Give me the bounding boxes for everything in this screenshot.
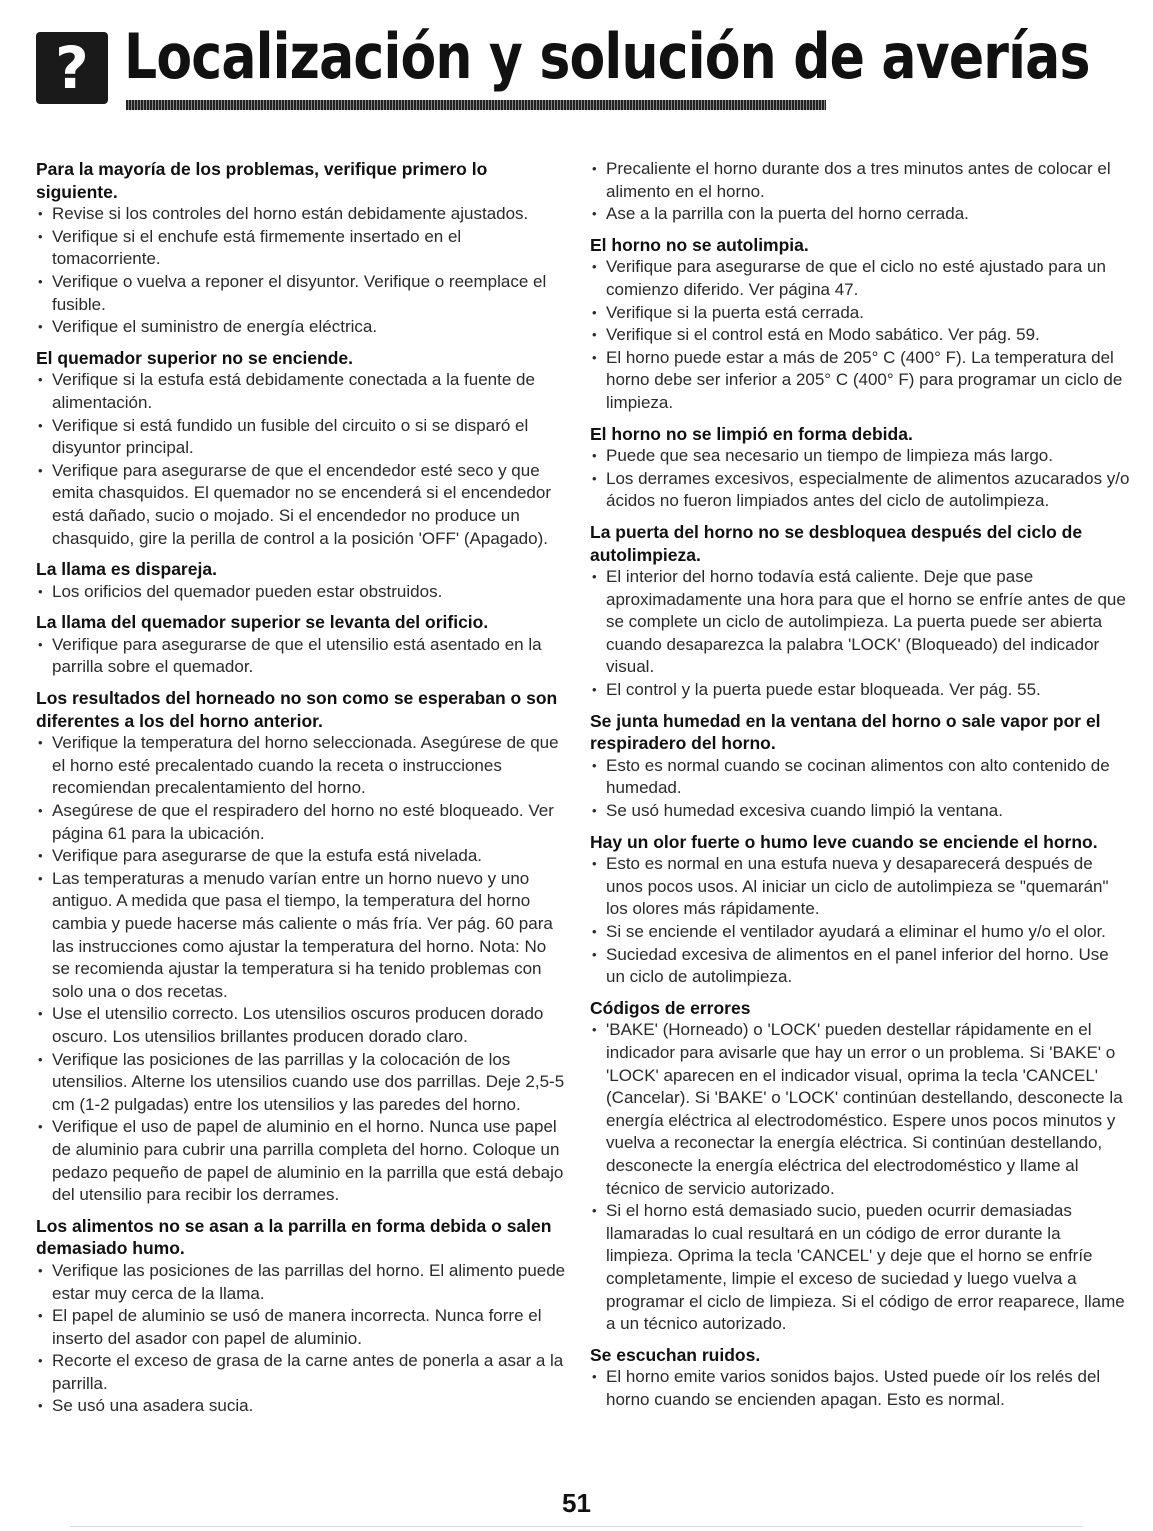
troubleshooting-section (590, 423, 1130, 513)
bullet-item: • Revise si los controles del horno están debidamente ajustados. (36, 203, 566, 226)
bullet-item: • El control y la puerta puede estar bloqueada. Ver pág. 55. (590, 679, 1130, 702)
bullet-item: • Los orificios del quemador pueden estar obstruidos. (36, 581, 566, 604)
section-heading: El horno no se autolimpia. (590, 234, 809, 255)
bullet-list (36, 732, 566, 1206)
bullet-list (590, 158, 1130, 226)
bullet-list (590, 1366, 1130, 1411)
section-heading: El quemador superior no se enciende. (36, 347, 354, 368)
section-heading: La llama del quemador superior se levanta del orificio. (36, 612, 489, 633)
bullet-item: • Verifique si la estufa está debidamente conectada a la fuente de alimentación. (36, 369, 566, 414)
bullet-list (36, 634, 566, 679)
section-heading: La puerta del horno no se desbloquea después del ciclo de autolimpieza. (590, 521, 1083, 565)
bullet-item: • Verifique o vuelva a reponer el disyuntor. Verifique o reemplace el fusible. (36, 271, 566, 316)
bullet-list (590, 755, 1130, 823)
troubleshooting-section (590, 997, 1130, 1336)
troubleshooting-section (36, 347, 566, 550)
bullet-item: • Verifique la temperatura del horno seleccionada. Asegúrese de que el horno esté precalentado cuando la receta o instrucciones recomiendan precalentamiento del horno. (36, 732, 566, 800)
troubleshooting-section (36, 558, 566, 603)
section-heading: Los resultados del horneado no son como se esperaban o son diferentes a los del horno anterior. (36, 688, 558, 731)
bullet-item: • Verifique si el control está en Modo sabático. Ver pág. 59. (590, 324, 1130, 347)
section-heading: Códigos de errores (590, 997, 751, 1018)
troubleshooting-section (590, 234, 1130, 415)
troubleshooting-section (590, 521, 1130, 702)
bullet-item: • Esto es normal cuando se cocinan alimentos con alto contenido de humedad. (590, 755, 1130, 800)
bullet-list (590, 445, 1130, 513)
section-heading: Para la mayoría de los problemas, verifique primero lo siguiente. (36, 159, 488, 202)
bullet-list (590, 256, 1130, 414)
page-title: Localización y solución de averías (124, 20, 1090, 93)
bullet-item: • El horno puede estar a más de 205° C (400° F). La temperatura del horno debe ser inferior a 205° C (400° F) para programar un ciclo de limpieza. (590, 347, 1130, 415)
troubleshooting-section (590, 1344, 1130, 1412)
page-number: 51 (562, 1488, 591, 1518)
bullet-item: • Verifique el uso de papel de aluminio en el horno. Nunca use papel de aluminio para cubrir una parrilla completa del horno. Coloque un pedazo pequeño de papel de aluminio en la parrilla que está debajo del utensilio para recibir los derrames. (36, 1116, 566, 1206)
bullet-item: • Use el utensilio correcto. Los utensilios oscuros producen dorado oscuro. Los utensilios brillantes producen dorado claro. (36, 1003, 566, 1048)
troubleshooting-section (36, 611, 566, 679)
bullet-item: • Esto es normal en una estufa nueva y desaparecerá después de unos pocos usos. Al iniciar un ciclo de autolimpieza se "quemarán" los olores más rápidamente. (590, 853, 1130, 921)
bullet-list (590, 566, 1130, 702)
bullet-item: • Se usó humedad excesiva cuando limpió la ventana. (590, 800, 1130, 823)
bullet-item: • Precaliente el horno durante dos a tres minutos antes de colocar el alimento en el horno. (590, 158, 1130, 203)
bullet-item: • Los derrames excesivos, especialmente de alimentos azucarados y/o ácidos no fueron limpiados antes del ciclo de autolimpieza. (590, 468, 1130, 513)
bullet-item: • Ase a la parrilla con la puerta del horno cerrada. (590, 203, 1130, 226)
bullet-item: • Verifique si el enchufe está firmemente insertado en el tomacorriente. (36, 226, 566, 271)
section-heading: La llama es dispareja. (36, 559, 217, 580)
bullet-item: • Se usó una asadera sucia. (36, 1395, 566, 1418)
bullet-item: • El interior del horno todavía está caliente. Deje que pase aproximadamente una hora para que el horno se enfríe antes de que se complete un ciclo de autolimpieza. La puerta puede ser abierta cuando desaparezca la palabra 'LOCK' (Bloqueado) del indicador visual. (590, 566, 1130, 679)
bullet-list (36, 1260, 566, 1418)
bullet-item: • Si se enciende el ventilador ayudará a eliminar el humo y/o el olor. (590, 921, 1130, 944)
bullet-item: • El horno emite varios sonidos bajos. Usted puede oír los relés del horno cuando se encienden apagan. Esto es normal. (590, 1366, 1130, 1411)
troubleshooting-section (36, 158, 566, 339)
bullet-list (590, 853, 1130, 989)
bullet-item: • Verifique para asegurarse de que la estufa está nivelada. (36, 845, 566, 868)
bullet-item: • Verifique para asegurarse de que el utensilio está asentado en la parrilla sobre el quemador. (36, 634, 566, 679)
title-underline (126, 100, 826, 110)
bullet-list (36, 203, 566, 339)
bullet-item: • Asegúrese de que el respiradero del horno no esté bloqueado. Ver página 61 para la ubicación. (36, 800, 566, 845)
bullet-item: • Verifique para asegurarse de que el ciclo no esté ajustado para un comienzo diferido. Ver página 47. (590, 256, 1130, 301)
section-heading: Se junta humedad en la ventana del horno o sale vapor por el respiradero del horno. (590, 710, 1101, 754)
troubleshooting-section (590, 158, 1130, 226)
troubleshooting-section (590, 831, 1130, 989)
right-column (590, 158, 1130, 1419)
troubleshooting-section (36, 687, 566, 1207)
bullet-list (590, 1019, 1130, 1335)
footer-divider (70, 1526, 1083, 1527)
question-mark-icon: ? (36, 32, 108, 104)
bullet-item: • Puede que sea necesario un tiempo de limpieza más largo. (590, 445, 1130, 468)
troubleshooting-section (36, 1215, 566, 1418)
bullet-list (36, 581, 566, 604)
section-heading: Hay un olor fuerte o humo leve cuando se enciende el horno. (590, 831, 1098, 852)
bullet-item: • Verifique las posiciones de las parrillas y la colocación de los utensilios. Alterne los utensilios cuando use dos parrillas. Deje 2,5-5 cm (1-2 pulgadas) entre los utensilios y las paredes del horno. (36, 1049, 566, 1117)
troubleshooting-section (590, 710, 1130, 823)
left-column (36, 158, 566, 1426)
section-heading: Los alimentos no se asan a la parrilla en forma debida o salen demasiado humo. (36, 1215, 552, 1259)
page-header (36, 18, 1090, 118)
bullet-item: • 'BAKE' (Horneado) o 'LOCK' pueden destellar rápidamente en el indicador para avisarle que hay un error o un problema. Si 'BAKE' o 'LOCK' aparecen en el indicador visual, oprima la tecla 'CANCEL' (Cancelar). Si 'BAKE' o 'LOCK' continúan destellando, desconecte la energía eléctrica al electrodoméstico. Espere unos pocos minutos y vuelva a reconectar la energía eléctrica. Si continúan destellando, desconecte la energía eléctrica del electrodoméstico y llame al técnico de servicio autorizado. (590, 1019, 1130, 1200)
bullet-item: • Verifique si la puerta está cerrada. (590, 302, 1130, 325)
bullet-item: • El papel de aluminio se usó de manera incorrecta. Nunca forre el inserto del asador con papel de aluminio. (36, 1305, 566, 1350)
bullet-item: • Verifique el suministro de energía eléctrica. (36, 316, 566, 339)
bullet-item: • Verifique para asegurarse de que el encendedor esté seco y que emita chasquidos. El quemador no se encenderá si el encendedor está dañado, sucio o mojado. Si el encendedor no produce un chasquido, gire la perilla de control a la posición 'OFF' (Apagado). (36, 460, 566, 550)
bullet-list (36, 369, 566, 550)
bullet-item: • Verifique si está fundido un fusible del circuito o si se disparó el disyuntor principal. (36, 415, 566, 460)
bullet-item: • Suciedad excesiva de alimentos en el panel inferior del horno. Use un ciclo de autolimpieza. (590, 944, 1130, 989)
section-heading: Se escuchan ruidos. (590, 1344, 761, 1365)
bullet-item: • Las temperaturas a menudo varían entre un horno nuevo y uno antiguo. A medida que pasa el tiempo, la temperatura del horno cambia y puede hacerse más caliente o más fría. Ver pág. 60 para las instrucciones como ajustar la temperatura del horno. Nota: No se recomienda ajustar la temperatura si ha tenido problemas con solo una o dos recetas. (36, 868, 566, 1004)
bullet-item: • Si el horno está demasiado sucio, pueden ocurrir demasiadas llamaradas lo cual resultará en un código de error durante la limpieza. Oprima la tecla 'CANCEL' y deje que el horno se enfríe completamente, limpie el exceso de suciedad y luego vuelva a programar el ciclo de limpieza. Si el código de error reaparece, llame a un técnico autorizado. (590, 1200, 1130, 1336)
section-heading: El horno no se limpió en forma debida. (590, 423, 913, 444)
bullet-item: • Verifique las posiciones de las parrillas del horno. El alimento puede estar muy cerca de la llama. (36, 1260, 566, 1305)
bullet-item: • Recorte el exceso de grasa de la carne antes de ponerla a asar a la parrilla. (36, 1350, 566, 1395)
